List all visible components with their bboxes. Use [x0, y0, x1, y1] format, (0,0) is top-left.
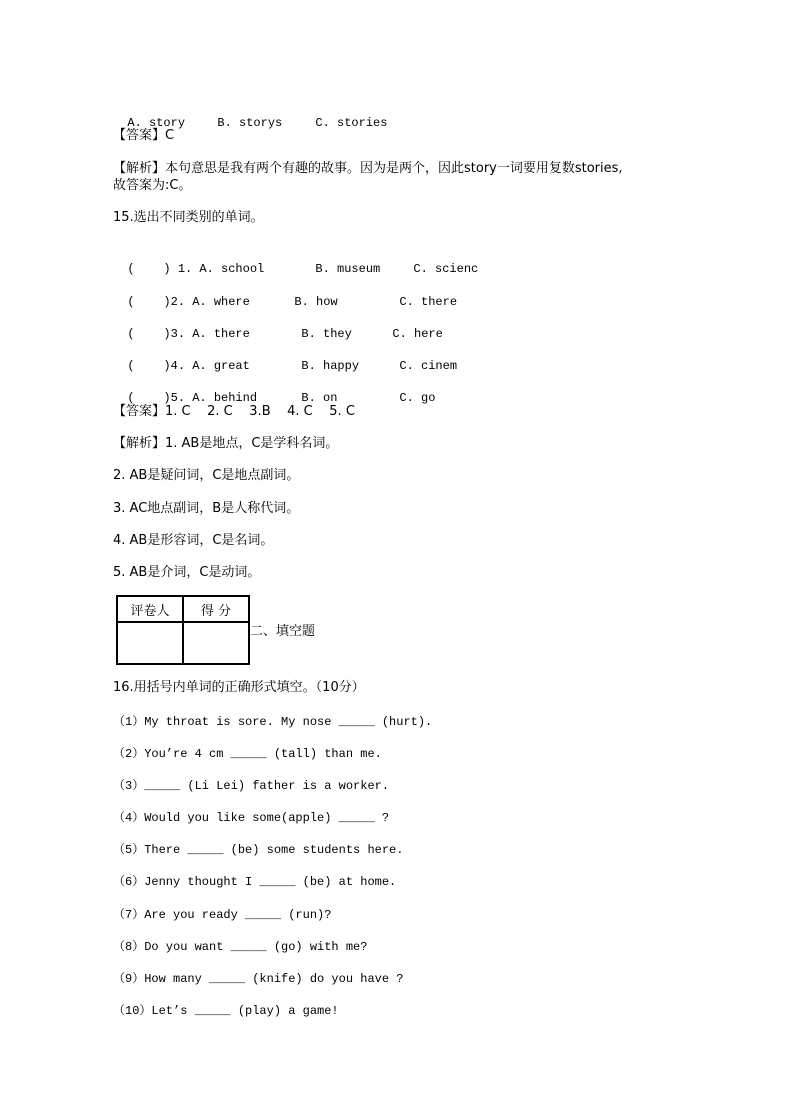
score-table — [116, 595, 250, 665]
score-table-header-score: 得 分 — [183, 596, 249, 622]
q16-item-6: （6）Jenny thought I _____ (be) at home. — [113, 875, 397, 889]
q15-answer: 【答案】1. C 2. C 3.B 4. C 5. C — [113, 404, 355, 419]
q14-options — [113, 99, 387, 131]
q16-item-8: （8）Do you want _____ (go) with me? — [113, 940, 368, 954]
q14-option-c: C. stories — [315, 116, 388, 130]
q14-option-b: B. storys — [217, 116, 283, 130]
q15-item-4-a: ( )4. A. great — [127, 359, 250, 373]
q15-analysis-5: 5. AB是介词，C是动词。 — [113, 565, 261, 580]
q16-item-9: （9）How many _____ (knife) do you have ? — [113, 972, 404, 986]
q15-item-2-c: C. there — [399, 295, 458, 309]
q16-item-10: （10）Let’s _____ (play) a game! — [113, 1004, 339, 1018]
q14-analysis-line-2: 故答案为:C。 — [113, 178, 192, 193]
q15-item-5-c: C. go — [399, 391, 436, 405]
q14-analysis-line-1: 【解析】本句意思是我有两个有趣的故事。因为是两个，因此story一词要用复数stories, — [113, 161, 623, 176]
q16-item-1: （1）My throat is sore. My nose _____ (hurt). — [113, 715, 433, 729]
q15-item-2-b: B. how — [294, 295, 338, 309]
q15-item — [113, 374, 435, 406]
q16-item-7: （7）Are you ready _____ (run)? — [113, 908, 332, 922]
q15-item-1-a: ( ) 1. A. school — [127, 262, 265, 276]
score-table-header-grader: 评卷人 — [117, 596, 183, 622]
q15-item-5-b: B. on — [301, 391, 338, 405]
q16-item-2: （2）You’re 4 cm _____ (tall) than me. — [113, 747, 382, 761]
q14-option-a: A. story — [127, 116, 186, 130]
q15-item — [113, 342, 457, 374]
section-title: 二、填空题 — [250, 624, 316, 639]
q14-answer: 【答案】C — [113, 128, 175, 143]
q15-item-3-a: ( )3. A. there — [127, 327, 250, 341]
q16-item-4: （4）Would you like some(apple) _____ ? — [113, 811, 390, 825]
q15-item-3-c: C. here — [392, 327, 443, 341]
q16-item-3: （3）_____ (Li Lei) father is a worker. — [113, 779, 390, 793]
q15-title: 15.选出不同类别的单词。 — [113, 210, 264, 225]
q15-analysis-4: 4. AB是形容词，C是名词。 — [113, 533, 274, 548]
q15-item-4-c: C. cinem — [399, 359, 458, 373]
q16-title: 16.用括号内单词的正确形式填空。（10分） — [113, 680, 365, 695]
q15-item-1-b: B. museum — [315, 262, 381, 276]
q15-item — [113, 310, 443, 342]
q15-analysis-3: 3. AC地点副词，B是人称代词。 — [113, 501, 300, 516]
q15-item-4-b: B. happy — [301, 359, 360, 373]
q15-analysis-1: 【解析】1. AB是地点，C是学科名词。 — [113, 436, 339, 451]
q15-item — [113, 245, 478, 277]
q15-item-2-a: ( )2. A. where — [127, 295, 250, 309]
q15-item-1-c: C. scienc — [413, 262, 479, 276]
q15-item — [113, 278, 457, 310]
score-table-cell-score — [183, 622, 249, 664]
score-table-cell-grader — [117, 622, 183, 664]
q15-item-5-a: ( )5. A. behind — [127, 391, 258, 405]
q15-item-3-b: B. they — [301, 327, 352, 341]
q15-analysis-2: 2. AB是疑问词，C是地点副词。 — [113, 468, 300, 483]
q16-item-5: （5）There _____ (be) some students here. — [113, 843, 404, 857]
